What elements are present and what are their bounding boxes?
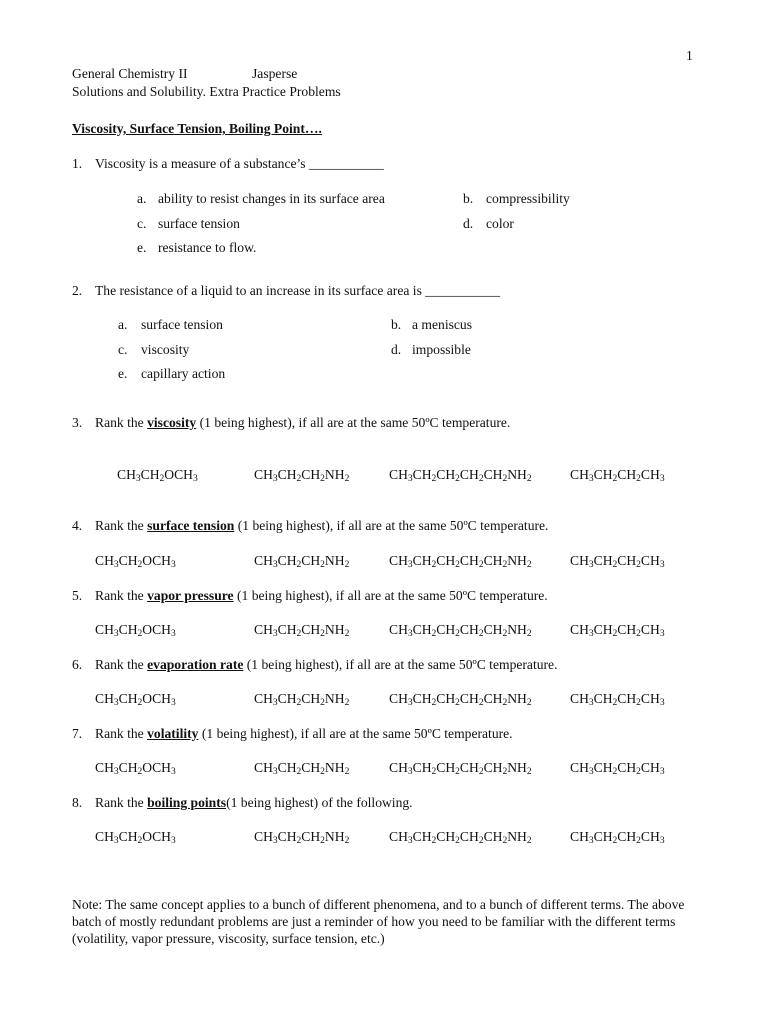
q1-option-d: color <box>486 216 514 231</box>
q4-compound-4: $CH_3CH_2CH_2CH_3$ <box>570 553 665 570</box>
q1-option-b-letter: b. <box>463 191 474 206</box>
q6-compound-4: $CH_3CH_2CH_2CH_3$ <box>570 691 665 708</box>
instructor-name: Jasperse <box>252 66 298 81</box>
q2-option-e-letter: e. <box>118 366 128 381</box>
question-6-number: 6. <box>72 657 83 672</box>
q8-compound-1: $CH_3CH_2OCH_3$ <box>95 829 176 846</box>
question-6-text: Rank the evaporation rate (1 being highest), if all are at the same 50ºC temperature. <box>95 657 558 672</box>
q7-compound-2: $CH_3CH_2CH_2NH_2$ <box>254 760 350 777</box>
q1-option-d-letter: d. <box>463 216 474 231</box>
question-3-number: 3. <box>72 415 83 430</box>
question-1-text: Viscosity is a measure of a substance’s ___________ <box>95 156 384 171</box>
q3-compound-1: $CH_3CH_2OCH_3$ <box>117 467 198 484</box>
q2-option-c-letter: c. <box>118 342 128 357</box>
q6-compound-2: $CH_3CH_2CH_2NH_2$ <box>254 691 350 708</box>
course-title: General Chemistry II <box>72 66 188 81</box>
q8-compound-4: $CH_3CH_2CH_2CH_3$ <box>570 829 665 846</box>
q7-compound-1: $CH_3CH_2OCH_3$ <box>95 760 176 777</box>
question-3-text: Rank the viscosity (1 being highest), if all are at the same 50ºC temperature. <box>95 415 511 430</box>
q2-option-c: viscosity <box>141 342 190 357</box>
document-subtitle: Solutions and Solubility. Extra Practice Problems <box>72 84 341 99</box>
question-7-text: Rank the volatility (1 being highest), if all are at the same 50ºC temperature. <box>95 726 513 741</box>
q1-option-b: compressibility <box>486 191 570 206</box>
q2-option-b-letter: b. <box>391 317 402 332</box>
q1-option-c-letter: c. <box>137 216 147 231</box>
q4-compound-2: $CH_3CH_2CH_2NH_2$ <box>254 553 350 570</box>
q3-compound-3: $CH_3CH_2CH_2CH_2CH_2NH_2$ <box>389 467 532 484</box>
q2-option-e: capillary action <box>141 366 226 381</box>
question-7-number: 7. <box>72 726 83 741</box>
question-2-text: The resistance of a liquid to an increase in its surface area is ___________ <box>95 283 501 298</box>
section-heading: Viscosity, Surface Tension, Boiling Point…. <box>72 121 322 136</box>
q5-compound-3: $CH_3CH_2CH_2CH_2CH_2NH_2$ <box>389 622 532 639</box>
q7-compound-4: $CH_3CH_2CH_2CH_3$ <box>570 760 665 777</box>
question-4-text: Rank the surface tension (1 being highest), if all are at the same 50ºC temperature. <box>95 518 549 533</box>
q7-compound-3: $CH_3CH_2CH_2CH_2CH_2NH_2$ <box>389 760 532 777</box>
q1-option-e-letter: e. <box>137 240 147 255</box>
question-2-number: 2. <box>72 283 83 298</box>
q4-compound-1: $CH_3CH_2OCH_3$ <box>95 553 176 570</box>
q5-compound-1: $CH_3CH_2OCH_3$ <box>95 622 176 639</box>
closing-note: Note: The same concept applies to a bunch of different phenomena, and to a bunch of different terms. The above batch of mostly redundant problems are just a reminder of how you need to be familiar with the different terms (volatility, vapor pressure, viscosity, surface tension, etc.) <box>72 897 685 946</box>
q1-option-a-letter: a. <box>137 191 147 206</box>
question-8-number: 8. <box>72 795 83 810</box>
q2-option-a-letter: a. <box>118 317 128 332</box>
question-5-text: Rank the vapor pressure (1 being highest), if all are at the same 50ºC temperature. <box>95 588 548 603</box>
q2-option-b: a meniscus <box>412 317 473 332</box>
q3-compound-4: $CH_3CH_2CH_2CH_3$ <box>570 467 665 484</box>
q2-option-d: impossible <box>412 342 471 357</box>
q8-compound-2: $CH_3CH_2CH_2NH_2$ <box>254 829 350 846</box>
question-4-number: 4. <box>72 518 83 533</box>
q5-compound-4: $CH_3CH_2CH_2CH_3$ <box>570 622 665 639</box>
q1-option-e: resistance to flow. <box>158 240 257 255</box>
page-number: 1 <box>686 48 693 63</box>
q4-compound-3: $CH_3CH_2CH_2CH_2CH_2NH_2$ <box>389 553 532 570</box>
q6-compound-3: $CH_3CH_2CH_2CH_2CH_2NH_2$ <box>389 691 532 708</box>
q1-option-c: surface tension <box>158 216 240 231</box>
question-8-text: Rank the boiling points(1 being highest) of the following. <box>95 795 413 810</box>
q2-option-a: surface tension <box>141 317 223 332</box>
q2-option-d-letter: d. <box>391 342 402 357</box>
question-5-number: 5. <box>72 588 83 603</box>
q3-compound-2: $CH_3CH_2CH_2NH_2$ <box>254 467 350 484</box>
q6-compound-1: $CH_3CH_2OCH_3$ <box>95 691 176 708</box>
q8-compound-3: $CH_3CH_2CH_2CH_2CH_2NH_2$ <box>389 829 532 846</box>
question-1-number: 1. <box>72 156 83 171</box>
q1-option-a: ability to resist changes in its surface area <box>158 191 385 206</box>
q5-compound-2: $CH_3CH_2CH_2NH_2$ <box>254 622 350 639</box>
